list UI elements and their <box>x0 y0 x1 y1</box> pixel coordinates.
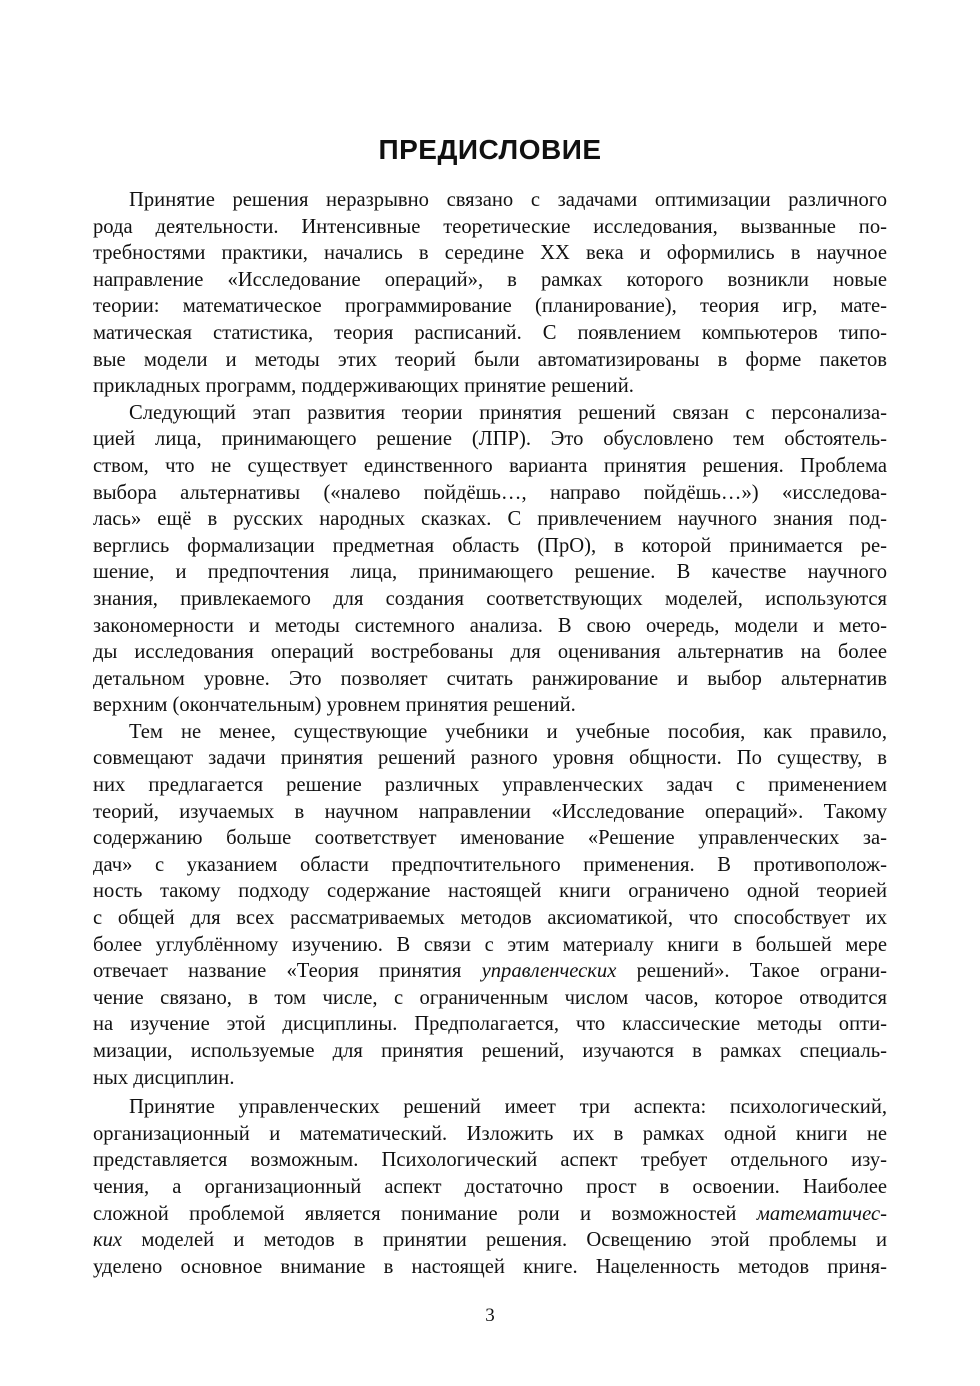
text-line: цией лица, принимающего решение (ЛПР). Это обусловлено тем обстоятель- <box>93 428 887 451</box>
text-line: ством, что не существует единственного варианта принятия решения. Проблема <box>93 454 887 477</box>
body-text <box>93 187 887 1280</box>
emphasis-text: математичес- <box>756 1202 887 1225</box>
text-line: закономерности и методы системного анализа. В свою очередь, модели и мето- <box>93 614 887 637</box>
text-line: более углублённому изучению. В связи с этим материалу книги в большей мере <box>93 933 887 956</box>
text-line: с общей для всех рассматриваемых методов аксиоматикой, что способствует их <box>93 907 887 930</box>
text-line: теории: математическое программирование (планирование), теория игр, мате- <box>93 295 887 318</box>
text-line: организационный и математический. Изложить их в рамках одной книги не <box>93 1122 887 1145</box>
text-line: дач» с указанием области предпочтительного применения. В противополож- <box>93 853 887 876</box>
text-line: Принятие решения неразрывно связано с задачами оптимизации различного <box>129 189 887 211</box>
text-line: направление «Исследование операций», в рамках которого возникли новые <box>93 268 887 291</box>
paragraph-1 <box>93 187 887 400</box>
text-line: требностями практики, начались в середине XX века и оформились в научное <box>93 242 887 265</box>
paragraph-2 <box>93 400 887 719</box>
text-line: знания, привлекаемого для создания соответствующих моделей, используются <box>93 587 887 610</box>
text-line: рода деятельности. Интенсивные теоретические исследования, вызванные по- <box>93 215 887 238</box>
text-line: ких моделей и методов в принятии решения. Освещению этой проблемы и <box>93 1229 887 1252</box>
text-line: сложной проблемой является понимание роли и возможностей математичес- <box>93 1202 887 1225</box>
text-line: шение, и предпочтения лица, принимающего решение. В качестве научного <box>93 561 887 584</box>
text-line: отвечает название «Теория принятия управленческих решений». Такое ограни- <box>93 960 887 983</box>
text-line: Принятие управленческих решений имеет три аспекта: психологический, <box>129 1096 887 1119</box>
text-line: ды исследования операций востребованы для оценивания альтернатив на более <box>93 641 887 664</box>
text-line: содержанию больше соответствует именование «Решение управленческих за- <box>93 827 887 850</box>
emphasis-text: ких <box>93 1229 123 1252</box>
text-line: представляется возможным. Психологический аспект требует отдельного изу- <box>93 1149 887 1172</box>
text-line: верхним (окончательным) уровнем принятия решений. <box>93 694 576 717</box>
text-line: теорий, изучаемых в научном направлении «Исследование операций». Такому <box>93 800 887 823</box>
text-line: матическая статистика, теория расписаний. С появлением компьютеров типо- <box>93 321 887 344</box>
text-line: выбора альтернативы («налево пойдёшь…, направо пойдёшь…») «исследова- <box>93 481 887 504</box>
text-line: них предлагается решение различных управленческих задач с применением <box>93 774 887 797</box>
emphasis-text: управленческих <box>481 960 617 983</box>
text-line: на изучение этой дисциплины. Предполагается, что классические методы опти- <box>93 1013 887 1036</box>
text-line: чение связано, в том числе, с ограниченным числом часов, которое отводится <box>93 986 887 1009</box>
text-line: вые модели и методы этих теорий были автоматизированы в форме пакетов <box>93 348 887 371</box>
text-line: прикладных программ, поддерживающих принятие решений. <box>93 375 634 398</box>
paragraph-4 <box>93 1094 887 1280</box>
text-line: уделено основное внимание в настоящей книге. Нацеленность методов приня- <box>93 1255 887 1278</box>
text-line: детальном уровне. Это позволяет считать ранжирование и выбор альтернатив <box>93 667 887 690</box>
text-line: Следующий этап развития теории принятия решений связан с персонализа- <box>129 401 887 424</box>
text-line: верглись формализации предметная область (ПрО), в которой принимается ре- <box>93 534 887 557</box>
text-line: чения, а организационный аспект достаточно прост в освоении. Наиболее <box>93 1175 887 1198</box>
text-line: ных дисциплин. <box>93 1066 235 1089</box>
text-line: совмещают задачи принятия решений разного уровня общности. По существу, в <box>93 747 887 770</box>
paragraph-3 <box>93 719 887 1091</box>
page-title: ПРЕДИСЛОВИЕ <box>378 134 602 165</box>
text-line: Тем не менее, существующие учебники и учебные пособия, как правило, <box>129 720 887 743</box>
text-line: мизации, используемые для принятия решений, изучаются в рамках специаль- <box>93 1040 887 1062</box>
text-line: лась» ещё в русских народных сказках. С привлечением научного знания под- <box>93 508 887 531</box>
text-line: ность такому подходу содержание настоящей книги ограничено одной теорией <box>93 880 887 903</box>
page-number: 3 <box>485 1305 495 1326</box>
